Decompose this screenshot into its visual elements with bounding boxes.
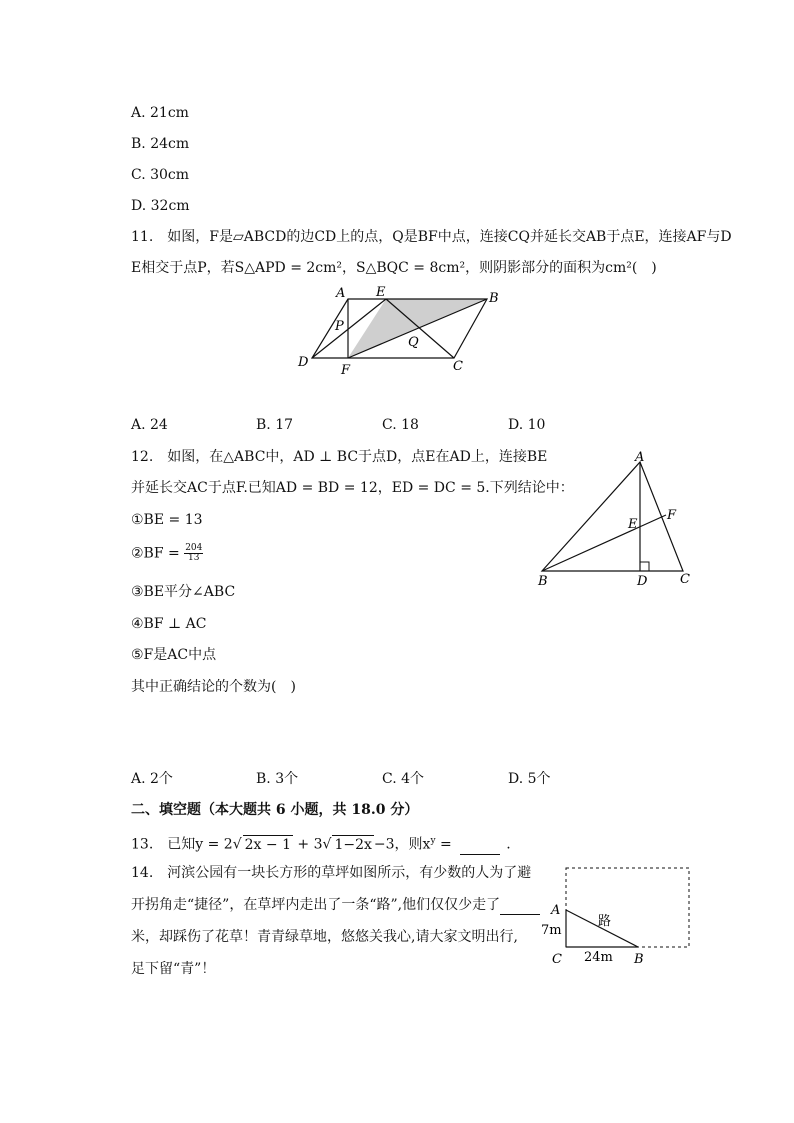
q13-suffix: −3，则x [373, 836, 431, 853]
q13-sqrt-sign-1: √ [232, 836, 242, 853]
q12-triangle-figure [532, 448, 702, 590]
q11-option-b: B. 17 [256, 417, 294, 433]
q13-period: . [506, 836, 511, 853]
q11-option-c: C. 18 [382, 417, 419, 433]
q12-stem-line1: 12. 如图，在△ABC中，AD ⊥ BC于点D，点E在AD上，连接BE [131, 449, 548, 465]
q12-statement-5: ⑤F是AC中点 [131, 647, 217, 663]
q12-label-c: C [680, 572, 690, 587]
q11-option-a: A. 24 [131, 417, 168, 433]
q12-statement-4: ④BF ⊥ AC [131, 616, 207, 632]
q12-label-e: E [628, 517, 638, 532]
q12-label-f: F [667, 508, 677, 523]
q13-equals: = [435, 836, 457, 853]
q14-answer-blank[interactable] [500, 896, 540, 915]
q11-stem-line1: 11. 如图，F是▱ABCD的边CD上的点，Q是BF中点，连接CQ并延长交AB于点E，连接AF与D [131, 229, 732, 245]
q14-stem-line3: 米，却踩伤了花草！青青绿草地，悠悠关我心,请大家文明出行, [131, 929, 518, 945]
q14-lawn-rectangle [566, 868, 689, 947]
q10-option-d: D. 32cm [131, 198, 190, 214]
q11-label-e: E [376, 285, 386, 300]
q14-label-24m: 24m [584, 950, 613, 965]
q11-label-p: P [335, 319, 344, 334]
q12-fraction [184, 544, 203, 563]
q14-lawn-figure [538, 862, 698, 970]
q14-label-c: C [552, 952, 562, 967]
q13-radicand-1: 2x − 1 [244, 836, 291, 853]
q11-stem-line2: E相交于点P，若S△APD = 2cm²，S△BQC = 8cm²，则阴影部分的面积为cm²( ) [131, 260, 657, 276]
q12-label-a: A [635, 450, 645, 465]
q14-stem-line4: 足下留“青”！ [131, 961, 216, 977]
q13-sqrt-sign-2: √ [322, 836, 332, 853]
q14-stem-line2 [131, 896, 540, 915]
q14-label-b: B [634, 952, 644, 967]
q11-label-c: C [453, 359, 463, 374]
q14-stem-line1: 14. 河滨公园有一块长方形的草坪如图所示，有少数的人为了避 [131, 865, 532, 881]
q12-option-a: A. 2个 [131, 771, 173, 787]
q12-fraction-num: 204 [185, 543, 203, 553]
q14-label-a: A [551, 903, 561, 918]
q13-radicand-2: 1−2x [334, 836, 372, 853]
q12-statement-2 [131, 544, 203, 563]
q11-label-d: D [298, 355, 309, 370]
section-2-heading: 二、填空题（本大题共 6 小题，共 18.0 分） [131, 802, 419, 818]
q12-option-c: C. 4个 [382, 771, 425, 787]
q12-fraction-den: 13 [188, 553, 200, 563]
q11-option-d: D. 10 [508, 417, 546, 433]
q13-exponent: y [430, 836, 436, 846]
q12-question: 其中正确结论的个数为( ) [131, 679, 296, 695]
q12-label-b: B [538, 574, 548, 589]
q13-mid: + 3 [292, 836, 323, 853]
q12-option-d: D. 5个 [508, 771, 551, 787]
q13-stem [131, 832, 511, 855]
q12-label-d: D [637, 574, 648, 589]
q12-statement-1: ①BE = 13 [131, 512, 203, 528]
q10-option-c: C. 30cm [131, 167, 190, 183]
q12-statement-2-prefix: ②BF = [131, 545, 185, 562]
q12-statement-3: ③BE平分∠ABC [131, 584, 236, 600]
q13-prefix: 13. 已知y = 2 [131, 836, 233, 853]
q12-stem-line2: 并延长交AC于点F.已知AD = BD = 12，ED = DC = 5.下列结论中： [131, 480, 574, 496]
q11-label-q: Q [408, 335, 419, 350]
q14-label-7m: 7m [541, 923, 562, 938]
q11-label-b: B [489, 291, 499, 306]
q12-option-b: B. 3个 [256, 771, 299, 787]
q10-option-a: A. 21cm [131, 105, 189, 121]
q11-label-a: A [336, 286, 346, 301]
q11-parallelogram-figure [290, 284, 510, 379]
q14-label-road: 路 [598, 914, 612, 929]
q14-stem-line2-text: 开拐角走“捷径”，在草坪内走出了一条“路”,他们仅仅少走了 [131, 897, 501, 913]
q11-label-f: F [341, 363, 351, 378]
q13-answer-blank[interactable] [460, 836, 500, 855]
q10-option-b: B. 24cm [131, 136, 190, 152]
